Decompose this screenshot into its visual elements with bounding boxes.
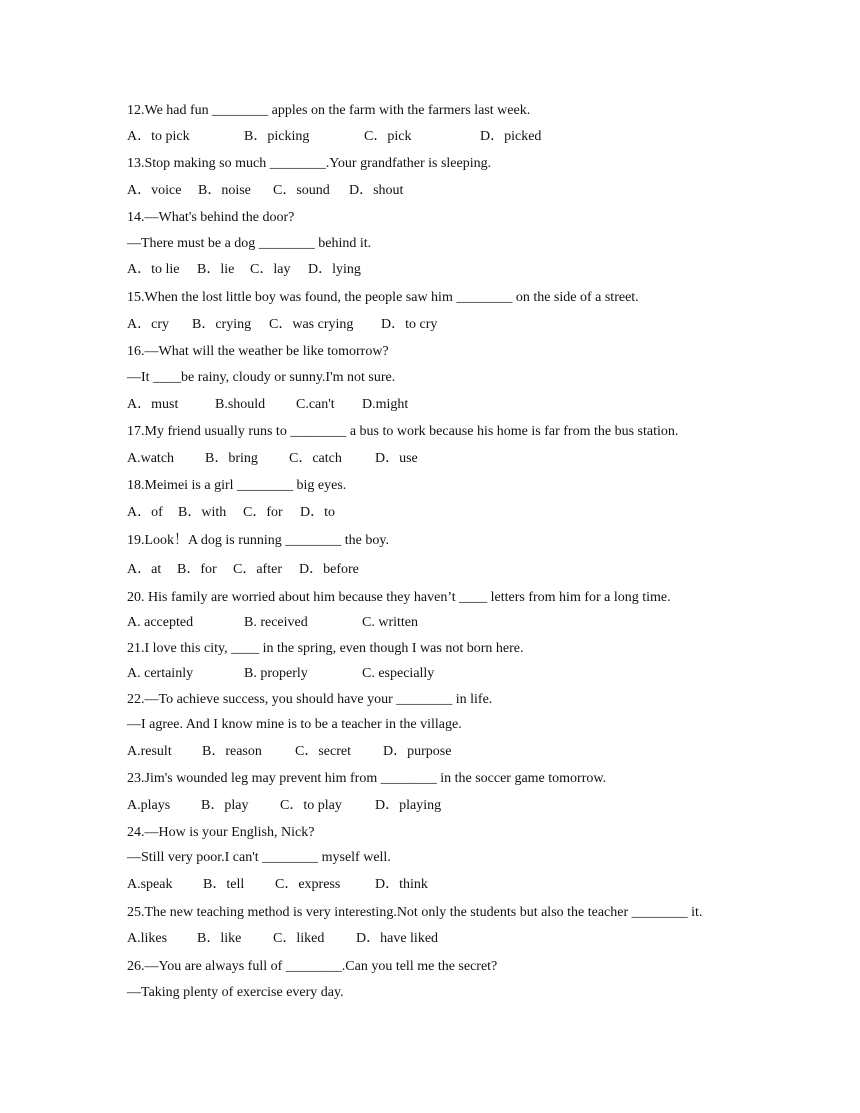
option-a: A.likes xyxy=(127,931,168,946)
option-d: D．shout xyxy=(349,183,404,198)
option-a: A．to lie xyxy=(127,262,180,277)
option-c: C．lay xyxy=(250,262,291,277)
option-a: A.result xyxy=(127,744,172,759)
option-c: C．catch xyxy=(289,451,342,466)
option-a: A.watch xyxy=(127,451,175,466)
option-a: A.plays xyxy=(127,798,171,813)
option-c: C．to play xyxy=(280,798,342,813)
option-c: C．sound xyxy=(273,183,330,198)
question-19: 19.Look！A dog is running ________ the boy. xyxy=(127,533,389,548)
option-b: B．like xyxy=(197,931,242,946)
option-c: C．after xyxy=(233,562,282,577)
option-d: D.might xyxy=(362,397,409,412)
option-b: B．bring xyxy=(205,451,258,466)
option-b: B．play xyxy=(201,798,249,813)
options-18 xyxy=(127,505,767,521)
question-25: 25.The new teaching method is very interesting.Not only the students but also the teacher ________ it. xyxy=(127,905,703,920)
options-14 xyxy=(127,262,767,278)
option-d: D．to xyxy=(300,505,335,520)
question-16: 16.—What will the weather be like tomorrow? xyxy=(127,344,389,359)
option-b: B．reason xyxy=(202,744,262,759)
options-25 xyxy=(127,931,767,947)
question-16-line-2: —It ____be rainy, cloudy or sunny.I'm not sure. xyxy=(127,370,396,385)
options-19 xyxy=(127,562,767,578)
options-13 xyxy=(127,183,767,199)
options-15 xyxy=(127,317,767,333)
option-a: A.speak xyxy=(127,877,173,892)
option-b: B．for xyxy=(177,562,217,577)
options-12 xyxy=(127,129,767,145)
option-d: D．think xyxy=(375,877,428,892)
options-16 xyxy=(127,397,767,413)
option-b: B．with xyxy=(178,505,227,520)
options-20 xyxy=(127,615,767,631)
option-d: D．picked xyxy=(480,129,542,144)
question-24: 24.—How is your English, Nick? xyxy=(127,825,315,840)
option-b: B. properly xyxy=(244,666,308,681)
option-a: A．must xyxy=(127,397,179,412)
option-b: B.should xyxy=(215,397,266,412)
option-b: B．lie xyxy=(197,262,235,277)
question-20: 20. His family are worried about him because they haven’t ____ letters from him for a long time. xyxy=(127,590,671,605)
option-d: D．have liked xyxy=(356,931,439,946)
options-23 xyxy=(127,798,767,814)
question-24-line-2: —Still very poor.I can't ________ myself well. xyxy=(127,850,391,865)
option-c: C．secret xyxy=(295,744,351,759)
option-d: D．playing xyxy=(375,798,442,813)
question-23: 23.Jim's wounded leg may prevent him from ________ in the soccer game tomorrow. xyxy=(127,771,607,786)
question-15: 15.When the lost little boy was found, the people saw him ________ on the side of a street. xyxy=(127,290,639,305)
question-22-line-2: —I agree. And I know mine is to be a teacher in the village. xyxy=(127,717,462,732)
option-d: D．to cry xyxy=(381,317,438,332)
option-c: C.can't xyxy=(296,397,335,412)
options-22 xyxy=(127,744,767,760)
option-a: A．at xyxy=(127,562,162,577)
question-26: 26.—You are always full of ________.Can you tell me the secret? xyxy=(127,959,498,974)
option-b: B．noise xyxy=(198,183,251,198)
option-d: D．before xyxy=(299,562,359,577)
option-c: C．pick xyxy=(364,129,412,144)
option-c: C．express xyxy=(275,877,341,892)
option-a: A. accepted xyxy=(127,615,194,630)
option-d: D．purpose xyxy=(383,744,452,759)
option-c: C．liked xyxy=(273,931,325,946)
options-17 xyxy=(127,451,767,467)
options-24 xyxy=(127,877,767,893)
question-18: 18.Meimei is a girl ________ big eyes. xyxy=(127,478,347,493)
options-21 xyxy=(127,666,767,682)
option-c: C. written xyxy=(362,615,418,630)
question-17: 17.My friend usually runs to ________ a bus to work because his home is far from the bus station. xyxy=(127,424,679,439)
option-b: B. received xyxy=(244,615,308,630)
question-21: 21.I love this city, ____ in the spring, even though I was not born here. xyxy=(127,641,524,656)
option-b: B．tell xyxy=(203,877,245,892)
option-c: C. especially xyxy=(362,666,435,681)
option-a: A. certainly xyxy=(127,666,194,681)
option-a: A．cry xyxy=(127,317,169,332)
question-26-line-2: —Taking plenty of exercise every day. xyxy=(127,985,344,1000)
option-b: B．picking xyxy=(244,129,310,144)
question-13: 13.Stop making so much ________.Your grandfather is sleeping. xyxy=(127,156,492,171)
option-c: C．was crying xyxy=(269,317,354,332)
question-22: 22.—To achieve success, you should have your ________ in life. xyxy=(127,692,493,707)
question-14: 14.—What's behind the door? xyxy=(127,210,295,225)
option-d: D．use xyxy=(375,451,418,466)
question-12: 12.We had fun ________ apples on the farm with the farmers last week. xyxy=(127,103,531,118)
question-14-line-2: —There must be a dog ________ behind it. xyxy=(127,236,372,251)
option-d: D．lying xyxy=(308,262,361,277)
option-a: A．to pick xyxy=(127,129,190,144)
option-c: C．for xyxy=(243,505,283,520)
option-a: A．voice xyxy=(127,183,182,198)
option-a: A．of xyxy=(127,505,163,520)
option-b: B．crying xyxy=(192,317,252,332)
